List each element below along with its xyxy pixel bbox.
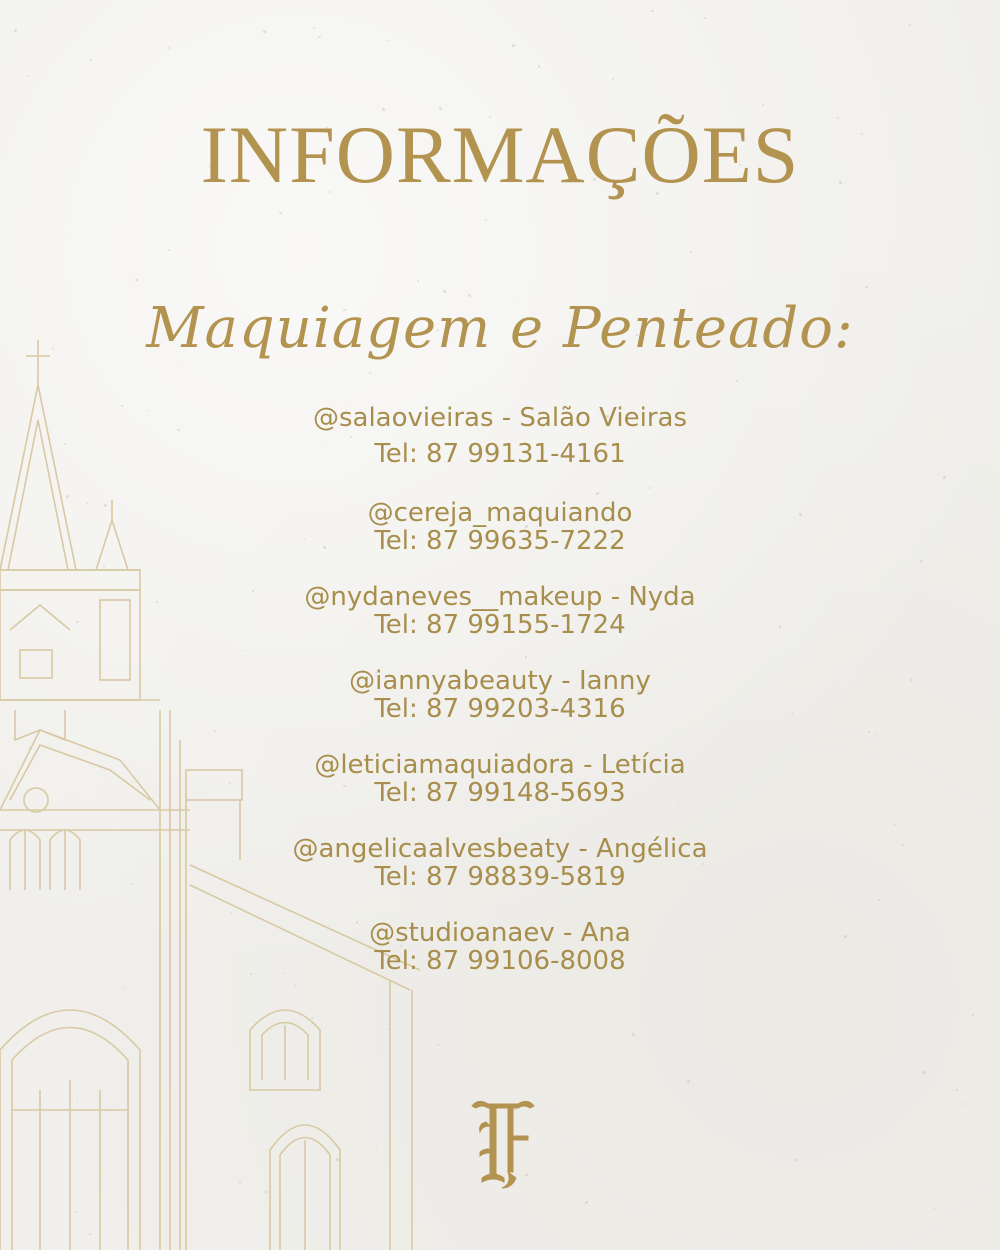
paper-speck	[351, 102, 352, 103]
paper-speck	[612, 78, 614, 80]
contact-handle: @nydaneves__makeup - Nyda	[304, 582, 696, 612]
paper-speck	[585, 1201, 587, 1203]
monogram-logo	[468, 1092, 538, 1192]
contact-handle: @leticiamaquiadora - Letícia	[314, 750, 686, 780]
paper-speck	[704, 17, 706, 19]
contact-phone: Tel: 87 99106-8008	[374, 946, 626, 976]
paper-speck	[736, 380, 737, 381]
list-item	[0, 834, 1000, 918]
paper-speck	[934, 1208, 935, 1209]
list-item	[0, 582, 1000, 666]
contact-handle: @salaovieiras - Salão Vieiras	[312, 403, 688, 433]
list-item	[0, 498, 1000, 582]
contact-handle: @iannyabeauty - Ianny	[349, 666, 651, 696]
contact-phone: Tel: 87 99131-4161	[374, 439, 626, 469]
contact-phone: Tel: 87 98839-5819	[374, 862, 626, 892]
contact-phone: Tel: 87 99203-4316	[374, 694, 626, 724]
contact-list	[0, 403, 1000, 1002]
paper-speck	[725, 1060, 726, 1061]
contact-handle: @studioanaev - Ana	[369, 918, 631, 948]
contact-handle: @angelicaalvesbeaty - Angélica	[292, 834, 708, 864]
contact-handle: @cereja_maquiando	[367, 498, 633, 528]
contact-phone: Tel: 87 99148-5693	[374, 778, 626, 808]
paper-speck	[388, 40, 389, 41]
contact-phone: Tel: 87 99155-1724	[374, 610, 626, 640]
list-item	[0, 750, 1000, 834]
paper-speck	[512, 44, 515, 47]
list-item	[0, 918, 1000, 1002]
paper-speck	[538, 65, 540, 67]
list-item	[0, 403, 1000, 498]
list-item	[0, 666, 1000, 750]
paper-speck	[795, 1159, 798, 1162]
contact-phone: Tel: 87 99635-7222	[374, 526, 626, 556]
paper-speck	[687, 1080, 690, 1083]
paper-speck	[972, 1014, 974, 1016]
page-title: INFORMAÇÕES	[200, 109, 800, 200]
section-subtitle: Maquiagem e Penteado:	[146, 296, 854, 361]
paper-speck	[135, 279, 137, 281]
paper-speck	[90, 59, 92, 61]
paper-speck	[632, 1033, 635, 1036]
